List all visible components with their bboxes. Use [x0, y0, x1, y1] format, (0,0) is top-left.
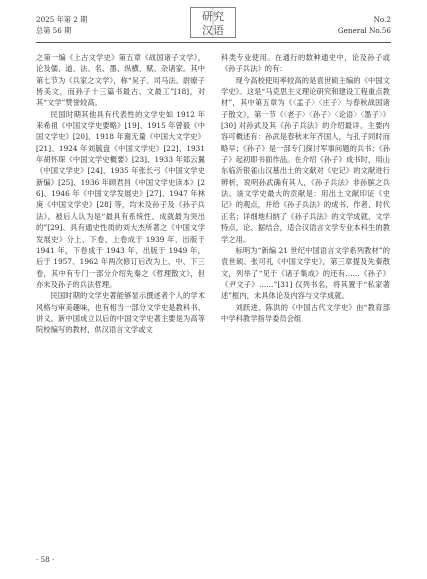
header-rule [36, 42, 391, 43]
paragraph: 民国时期其他具有代表性的文学史如 1912 年来希祖《中国文学史要略》[19]、1915 年曾毅《中国文学史》[20]、1918 年谢无量《中国大文学史》[21]、1924 年刘毓盘《中国文学史》[22]、1931 年胡怀琛《中国文学史概要》[23]、1933 年郑云翼《中国文学史》[24]、1935 年张长弓《中国文学史新编》[25]、1936 年顾君昌《中国文学史读本》[26]、1946 年《中国文学发展史》[27]、1947 年林庚《中国文学史》[28] 等，均未及孙子及《孙子兵法》。被后人认为是“最具有系统性、成就最为突出的”[29]、具有通史性质的刘大杰所著之《中国文学发展史》分上、下卷，上卷成于 1939 年、出版于 1941 年，下卷成于 1943 年、出版于 1949 年，后于 1957、1962 年两次修订后改为上、中、下三卷，其中有专门一部分介绍先秦之《哲理散文》，但亦未及孙子的兵法哲理。 [36, 109, 205, 289]
paragraph: 民国时期的文学史著能够显示撰述者个人的学术风格与审美趣味，也有相当一部分文学史是教科书、讲义。新中国成立以后的中国文学史著主要是为高等院校编写的教材，供汉语言文学或文 [36, 291, 205, 335]
general-number-en: General No.56 [337, 26, 391, 35]
paragraph: 现今高校使用率较高的是袁世硕主编的《中国文学史》。这是“马克思主义理论研究和建设工程重点教材”，其中第五章为《〈孟子〉〈庄子〉与春秋战国诸子散文》，第一节《〈老子〉〈孙子〉〈论语〉〈墨子〉》[30] 对孙武及其《孙子兵法》的介绍最详。主要内容可概述有：孙武是春秋末年齐国人，与孔子同时而略早；《孙子》是一部专门探讨军事问题的兵书；《孙子》起初即书面作品。在介绍《孙子》成书时，用山东临沂银雀山汉墓出土的文献对《史记》的文献进行辨析，说明孙武确有其人，《孙子兵法》非孙膑之兵法。该文学史最大的贡献是：用出土文献印证《史记》的观点，并给《孙子兵法》的成书、作者、时代正名；详细地归纳了《孙子兵法》的文学成就、文学特点，论、据结合，适合汉语言文学专业本科生的教学之用。 [221, 75, 390, 244]
paragraph: 之第一编《上古文学史》第五章《战国诸子文学》，论及儒、道、法、名、墨、纵横、赋、杂诸家。其中第七节为《兵家之文学》，称“吴子、司马法、尉缭子皆美文，而孙子十三篇书最古、文最工”[18]，对其“文学”赞誉较高。 [36, 53, 205, 108]
page-number: · 58 · [36, 555, 55, 564]
journal-issue-header [36, 14, 87, 36]
right-text-column [221, 52, 390, 324]
issue-line: 2025 年第 2 期 [36, 15, 88, 24]
issue-line-en: No.2 [373, 15, 391, 24]
paragraph: 标明为“新编 21 世纪中国语言文学系列教材”的袁世硕、张可礼《中国文学史》，第三章提及先秦散文，列举了“见于《诸子集成》的还有……《孙子》《尹文子》……”[31] 仅列书名，将其置于“私家著述”框内，未具体论及内容与文学成就。 [221, 245, 390, 301]
journal-logo [190, 7, 236, 38]
journal-issue-header-en [338, 14, 391, 36]
logo-text-bottom: 汉语 [202, 24, 224, 37]
total-issue-line: 总第 56 期 [36, 26, 72, 35]
paragraph: 刘跃进、陈洪的《中国古代文学史》由“教育部中学科教学指导委员会组 [221, 302, 390, 323]
logo-text-top: 研究 [202, 10, 224, 23]
left-text-column [36, 52, 205, 336]
paragraph: 科类专业使用。在通行的数种通史中，论及孙子或《孙子兵法》的有： [221, 53, 390, 74]
